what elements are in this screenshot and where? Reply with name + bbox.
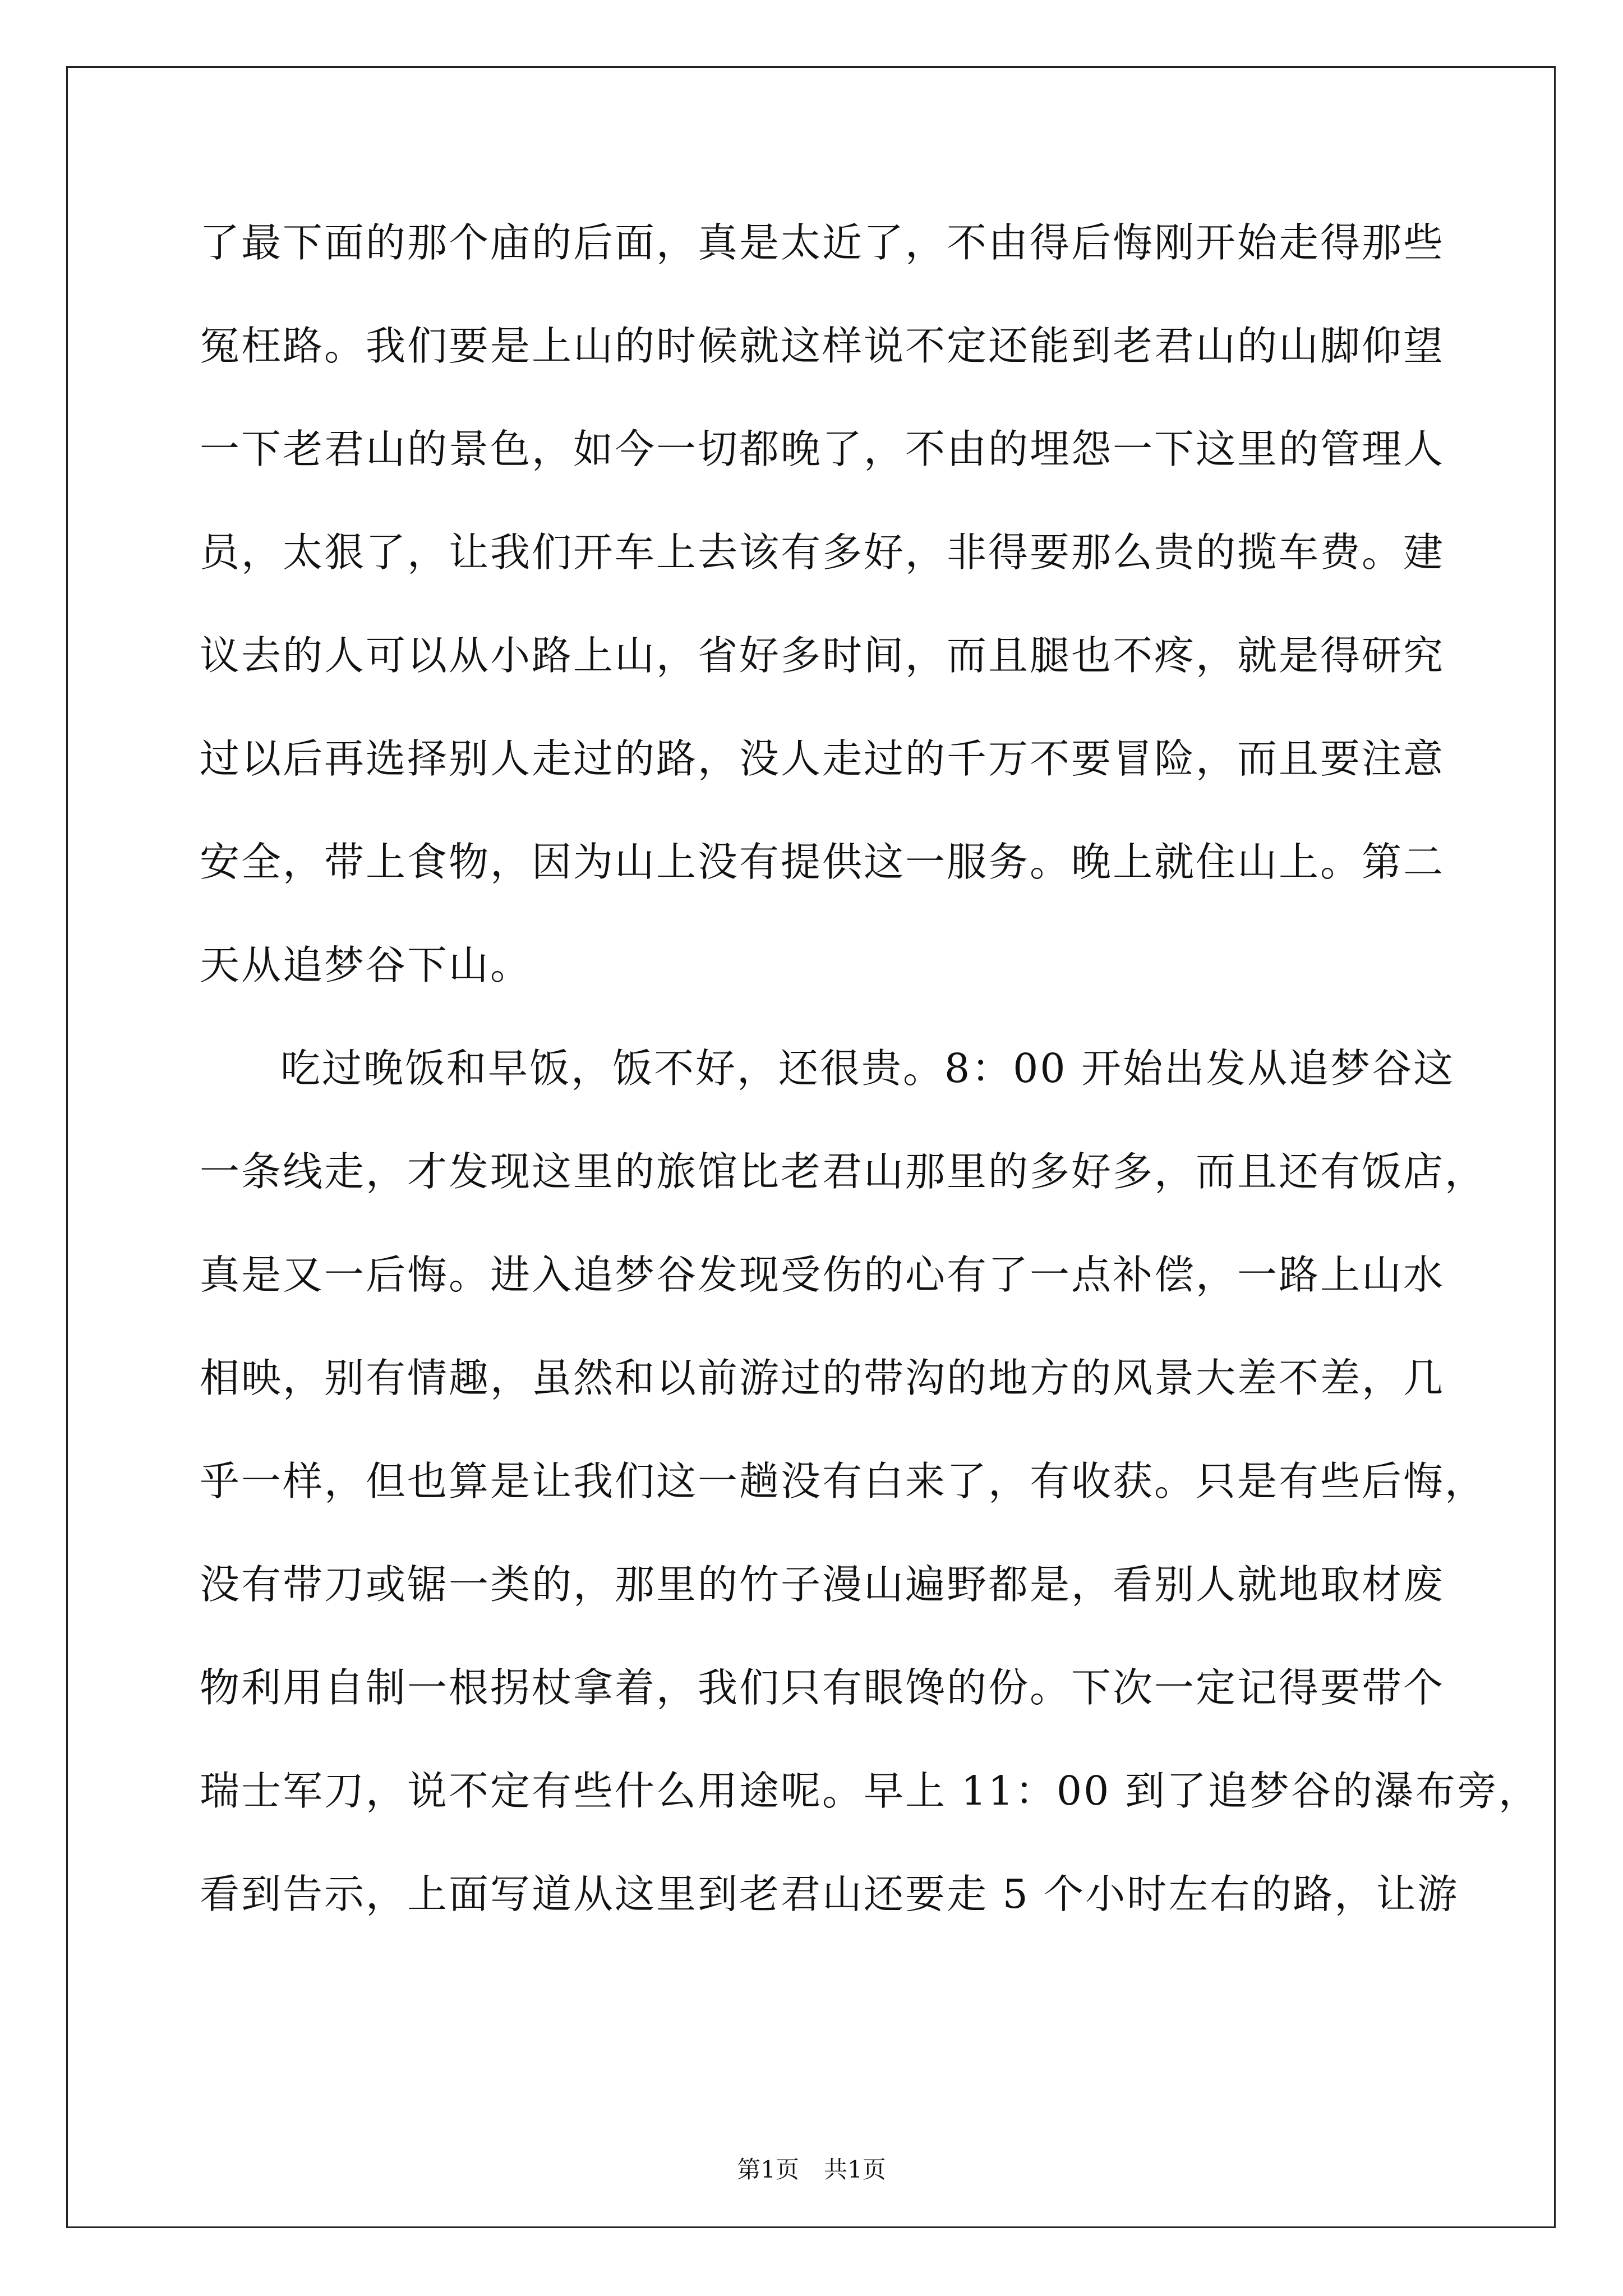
text-line: 冤枉路。我们要是上山的时候就这样说不定还能到老君山的山脚仰望 xyxy=(200,323,1445,369)
text-line: 乎一样，但也算是让我们这一趟没有白来了，有收获。只是有些后悔， xyxy=(200,1458,1487,1504)
text-line: 相映，别有情趣，虽然和以前游过的带沟的地方的风景大差不差，几 xyxy=(200,1355,1445,1401)
paragraph-2 xyxy=(200,1045,1540,1917)
text-line: 过以后再选择别人走过的路，没人走过的千万不要冒险，而且要注意 xyxy=(200,735,1445,782)
paragraph-1 xyxy=(200,219,1445,988)
text-line-indented: 吃过晚饭和早饭，饭不好，还很贵。8：00 开始出发从追梦谷这 xyxy=(280,1045,1455,1092)
text-line: 一条线走，才发现这里的旅馆比老君山那里的多好多，而且还有饭店， xyxy=(200,1148,1487,1195)
text-line: 安全，带上食物，因为山上没有提供这一服务。晚上就住山上。第二 xyxy=(200,839,1445,885)
text-line: 真是又一后悔。进入追梦谷发现受伤的心有了一点补偿，一路上山水 xyxy=(200,1251,1445,1298)
text-line: 员，太狠了，让我们开车上去该有多好，非得要那么贵的揽车费。建 xyxy=(200,529,1445,576)
page-footer xyxy=(0,2157,1623,2183)
text-line: 议去的人可以从小路上山，省好多时间，而且腿也不疼，就是得研究 xyxy=(200,632,1445,679)
text-line: 一下老君山的景色，如今一切都晚了，不由的埋怨一下这里的管理人 xyxy=(200,426,1445,472)
page-number: 第1页 xyxy=(737,2156,799,2183)
text-line: 物利用自制一根拐杖拿着，我们只有眼馋的份。下次一定记得要带个 xyxy=(200,1664,1445,1711)
total-pages: 共1页 xyxy=(824,2156,886,2183)
text-line: 看到告示，上面写道从这里到老君山还要走 5 个小时左右的路，让游 xyxy=(200,1871,1459,1917)
text-line: 没有带刀或锯一类的，那里的竹子漫山遍野都是，看别人就地取材废 xyxy=(200,1561,1445,1608)
text-line: 天从追梦谷下山。 xyxy=(200,942,532,988)
document-body xyxy=(200,219,1540,1977)
text-line: 了最下面的那个庙的后面，真是太近了，不由得后悔刚开始走得那些 xyxy=(200,219,1445,266)
text-line: 瑞士军刀，说不定有些什么用途呢。早上 11：00 到了追梦谷的瀑布旁， xyxy=(200,1768,1540,1814)
